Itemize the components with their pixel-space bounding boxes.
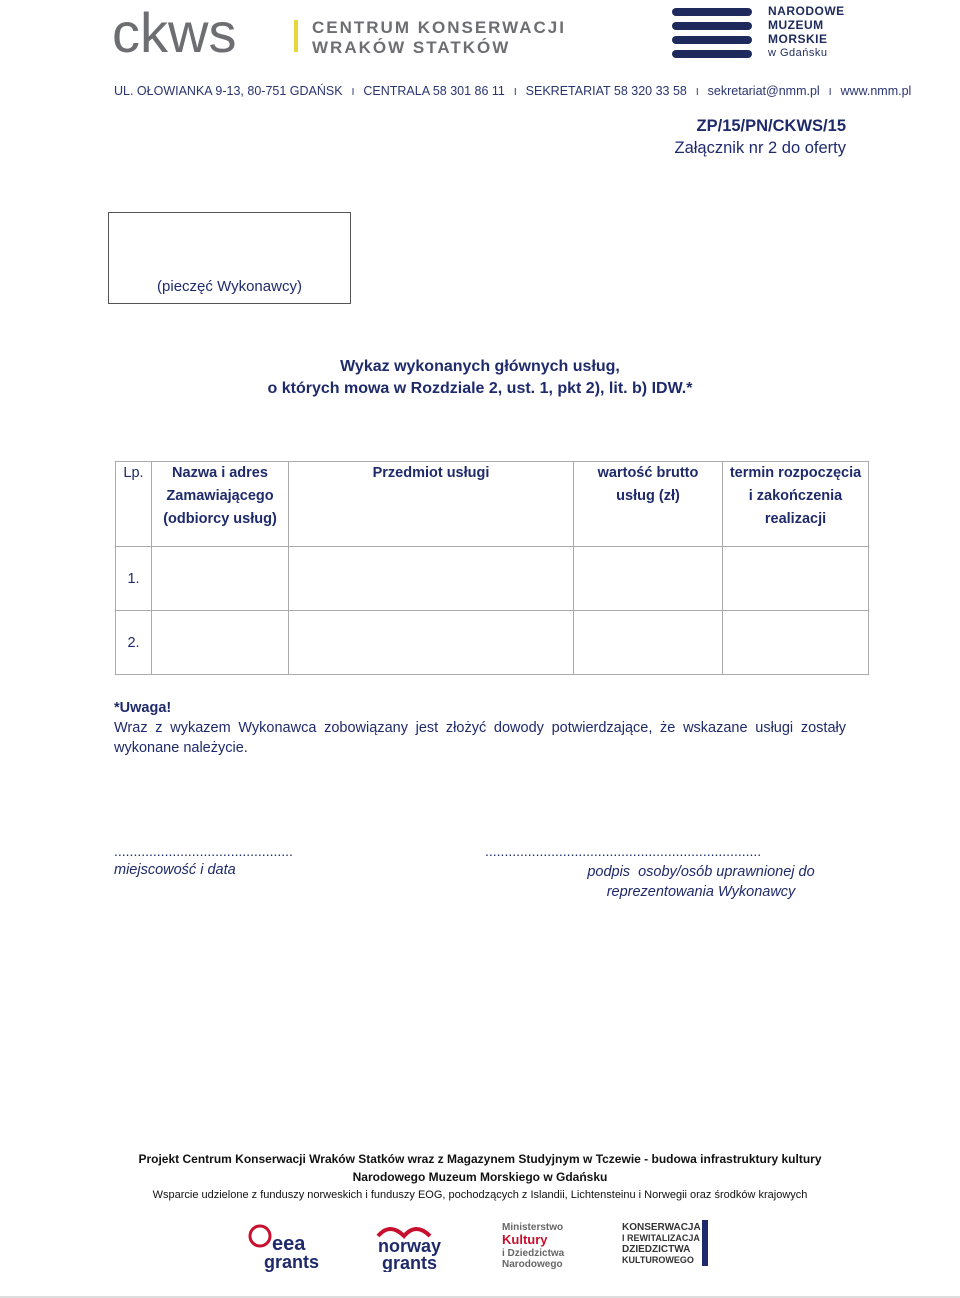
- signature-label: [540, 862, 862, 902]
- contact-line: [114, 84, 911, 98]
- header-value-l1: wartość brutto: [597, 465, 699, 481]
- program-line3: DZIEDZICTWA: [622, 1244, 691, 1255]
- ministry-line1: Ministerstwo: [502, 1222, 564, 1233]
- stamp-label: (pieczęć Wykonawcy): [157, 278, 302, 295]
- contact-separator: I: [513, 87, 517, 98]
- header-subject: Przedmiot usługi: [289, 462, 574, 547]
- document-title: [0, 356, 960, 400]
- contact-address: UL. OŁOWIANKA 9-13, 80-751 GDAŃSK: [114, 84, 343, 98]
- place-date-line: ..............................................: [114, 843, 293, 859]
- header-term-l3: realizacji: [764, 511, 827, 527]
- header-term-l1: termin rozpoczęcia: [729, 465, 862, 481]
- client-cell[interactable]: [152, 611, 289, 675]
- header-client-l3: (odbiorcy usług): [163, 511, 277, 527]
- norway-grants-logo: [378, 1229, 441, 1272]
- services-table: [115, 461, 869, 675]
- nmm-name: [768, 4, 845, 60]
- title-line2: o których mowa w Rozdziale 2, ust. 1, pkt 2), lit. b) IDW.*: [267, 380, 693, 397]
- attachment-label: Załącznik nr 2 do oferty: [674, 139, 846, 157]
- footer-line3: Wsparcie udzielone z funduszy norweskich i funduszy EOG, pochodzących z Islandii, Lichtensteinu i Norwegii oraz środków krajowych: [152, 1189, 808, 1201]
- client-cell[interactable]: [152, 547, 289, 611]
- header-client-l1: Nazwa i adres: [172, 465, 268, 481]
- footer-line2: Narodowego Muzeum Morskiego w Gdańsku: [352, 1170, 608, 1184]
- sponsor-logos: [246, 1216, 716, 1272]
- header-client-l2: Zamawiającego: [166, 488, 274, 504]
- ckws-logo-text: ckws: [112, 2, 237, 62]
- nmm-line2: MUZEUM: [768, 18, 824, 32]
- ckws-accent-bar: [294, 20, 298, 52]
- nmm-line4: w Gdańsku: [768, 47, 828, 59]
- contact-separator: I: [828, 87, 832, 98]
- contact-secretariat: SEKRETARIAT 58 320 33 58: [525, 84, 687, 98]
- reference-number: ZP/15/PN/CKWS/15: [696, 117, 846, 135]
- eea-grants-logo: [250, 1226, 319, 1272]
- signature-line: .......................................................................: [485, 843, 762, 859]
- signature-label-l1: podpis osoby/osób uprawnionej do: [587, 864, 815, 880]
- program-line1: KONSERWACJA: [622, 1222, 701, 1233]
- signature-label-l2: reprezentowania Wykonawcy: [606, 884, 796, 900]
- nmm-line1: NARODOWE: [768, 4, 845, 18]
- program-line4: KULTUROWEGO: [622, 1255, 694, 1265]
- ministry-culture-logo: [502, 1222, 565, 1270]
- note-title: *Uwaga!: [114, 700, 172, 716]
- subject-cell[interactable]: [289, 547, 574, 611]
- table-row: [116, 547, 869, 611]
- contact-email[interactable]: sekretariat@nmm.pl: [707, 84, 820, 98]
- footer-line1: Projekt Centrum Konserwacji Wraków Statków wraz z Magazynem Studyjnym w Tczewie - budowa infrastruktury kultury: [138, 1152, 822, 1166]
- ckws-name-line2: WRAKÓW STATKÓW: [312, 38, 511, 57]
- header-term-l2: i zakończenia: [748, 488, 843, 504]
- nmm-logo-mark: [670, 6, 754, 62]
- contractor-stamp-box: [108, 212, 351, 304]
- contact-phone: CENTRALA 58 301 86 11: [363, 84, 505, 98]
- header-value-l2: usług (zł): [616, 488, 680, 504]
- nmm-line3: MORSKIE: [768, 32, 828, 46]
- contact-website[interactable]: www.nmm.pl: [840, 84, 912, 98]
- norway-grants-text: grants: [382, 1253, 438, 1272]
- row-number: 1.: [116, 547, 152, 611]
- conservation-program-logo: [622, 1220, 708, 1266]
- value-cell[interactable]: [574, 547, 723, 611]
- subject-cell[interactable]: [289, 611, 574, 675]
- header-value: [574, 462, 723, 547]
- ministry-line3: i Dziedzictwa: [502, 1248, 565, 1259]
- note-body: Wraz z wykazem Wykonawca zobowiązany jest złożyć dowody potwierdzające, że wskazane usługi zostały wykonane należycie.: [114, 720, 846, 756]
- title-line1: Wykaz wykonanych głównych usług,: [340, 358, 620, 375]
- eea-grants-text: grants: [264, 1252, 320, 1272]
- program-line2: I REWITALIZACJA: [622, 1233, 700, 1243]
- contact-separator: I: [695, 87, 699, 98]
- term-cell[interactable]: [723, 611, 869, 675]
- table-row: [116, 611, 869, 675]
- ministry-line4: Narodowego: [502, 1259, 563, 1270]
- ckws-name: [312, 18, 566, 58]
- contact-separator: I: [351, 87, 355, 98]
- header-client: [152, 462, 289, 547]
- norway-text: norway: [378, 1236, 442, 1256]
- row-number: 2.: [116, 611, 152, 675]
- ckws-name-line1: CENTRUM KONSERWACJI: [312, 18, 566, 37]
- header-term: [723, 462, 869, 547]
- footer: [0, 1150, 960, 1204]
- ckws-logo: [112, 2, 312, 62]
- header-lp: Lp.: [116, 462, 152, 547]
- value-cell[interactable]: [574, 611, 723, 675]
- ministry-line2: Kultury: [502, 1232, 548, 1247]
- eea-text: eea: [272, 1233, 306, 1255]
- table-header-row: [116, 462, 869, 547]
- place-date-label: miejscowość i data: [114, 862, 236, 878]
- term-cell[interactable]: [723, 547, 869, 611]
